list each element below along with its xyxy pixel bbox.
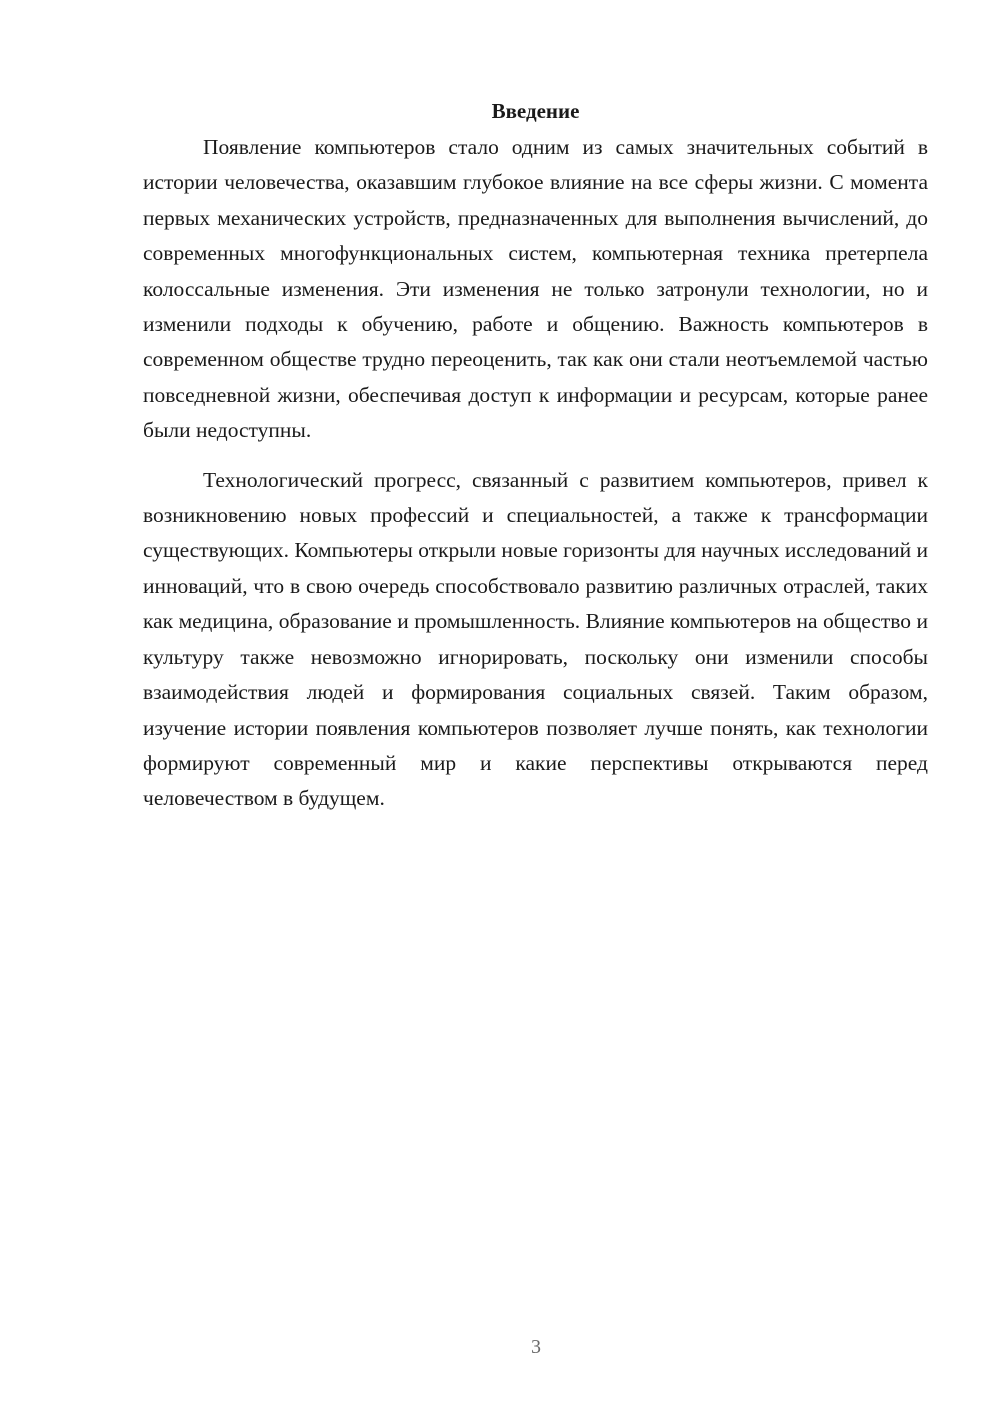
page-number: 3 [531, 1336, 541, 1358]
page-content [143, 96, 928, 817]
section-heading: Введение [491, 99, 580, 123]
paragraph-2: Технологический прогресс, связанный с развитием компьютеров, привел к возникновению новых профессий и специальностей, а также к трансформации существующих. Компьютеры открыли новые горизонты для научных исследований и инноваций, что в свою очередь способствовало развитию различных отраслей, таких как медицина, образование и промышленность. Влияние компьютеров на общество и культуру также невозможно игнорировать, поскольку они изменили способы взаимодействия людей и формирования социальных связей. Таким образом, изучение истории появления компьютеров позволяет лучше понять, как технологии формируют современный мир и какие перспективы открываются перед человечеством в будущем. [143, 467, 928, 811]
paragraph-1: Появление компьютеров стало одним из самых значительных событий в истории человечества, оказавшим глубокое влияние на все сферы жизни. С момента первых механических устройств, предназначенных для выполнения вычислений, до современных многофункциональных систем, компьютерная техника претерпела колоссальные изменения. Эти изменения не только затронули технологии, но и изменили подходы к обучению, работе и общению. Важность компьютеров в современном обществе трудно переоценить, так как они стали неотъемлемой частью повседневной жизни, обеспечивая доступ к информации и ресурсам, которые ранее были недоступны. [143, 135, 928, 443]
